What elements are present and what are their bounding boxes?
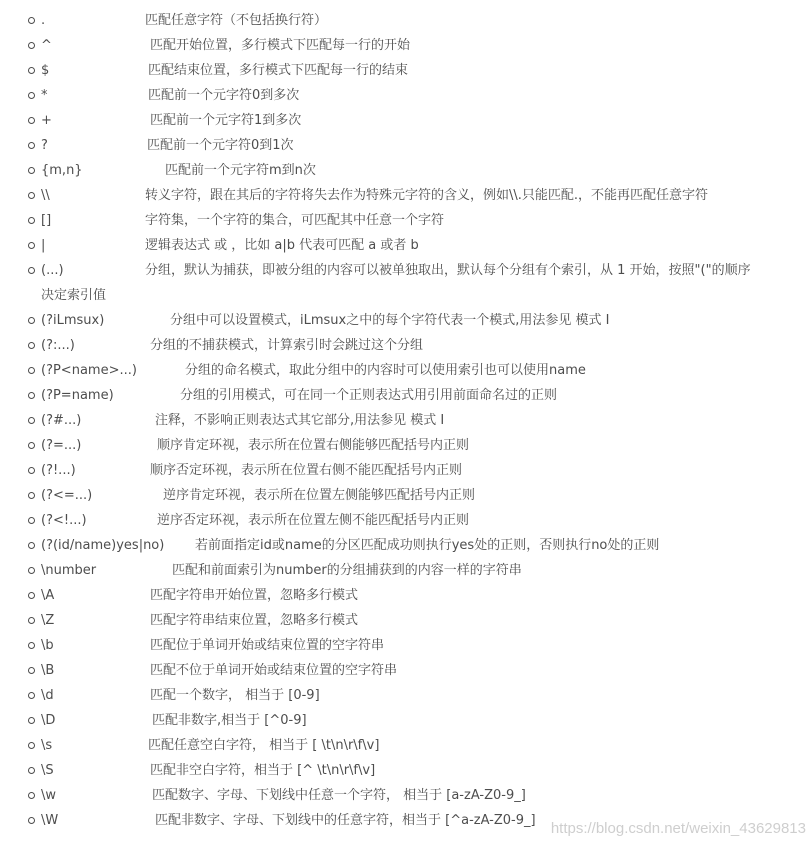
- regex-token: \d: [41, 688, 54, 703]
- bullet-icon: [28, 617, 35, 624]
- regex-description: 匹配非空白字符，相当于 [^ \t\n\r\f\v]: [150, 763, 376, 778]
- list-item: [0, 308, 812, 333]
- list-item: [0, 83, 812, 108]
- regex-description: 匹配字符串开始位置，忽略多行模式: [150, 588, 359, 603]
- bullet-icon: [28, 367, 35, 374]
- regex-token: (?iLmsux): [41, 313, 105, 328]
- list-item: [0, 233, 812, 258]
- regex-description: 匹配字符串结束位置，忽略多行模式: [150, 613, 359, 628]
- regex-description: 匹配非数字、字母、下划线中的任意字符，相当于 [^a-zA-Z0-9_]: [155, 813, 536, 828]
- bullet-icon: [28, 492, 35, 499]
- regex-token: \A: [41, 588, 55, 603]
- regex-description: 匹配任意字符（不包括换行符）: [145, 13, 328, 28]
- bullet-icon: [28, 42, 35, 49]
- bullet-icon: [28, 192, 35, 199]
- bullet-icon: [28, 317, 35, 324]
- regex-token: (?=...): [41, 438, 82, 453]
- bullet-icon: [28, 517, 35, 524]
- regex-description: 匹配开始位置，多行模式下匹配每一行的开始: [150, 38, 411, 53]
- regex-token: (?<=...): [41, 488, 93, 503]
- list-item: [0, 458, 812, 483]
- list-item: [0, 533, 812, 558]
- list-item: [0, 208, 812, 233]
- regex-token: []: [41, 213, 52, 228]
- bullet-icon: [28, 92, 35, 99]
- regex-description: 匹配结束位置，多行模式下匹配每一行的结束: [148, 63, 409, 78]
- bullet-icon: [28, 217, 35, 224]
- list-item: [0, 33, 812, 58]
- list-item: [0, 383, 812, 408]
- regex-syntax-list: [0, 8, 812, 833]
- regex-token: .: [41, 13, 46, 28]
- regex-description: 字符集，一个字符的集合，可匹配其中任意一个字符: [145, 213, 445, 228]
- list-item: [0, 258, 812, 308]
- bullet-icon: [28, 17, 35, 24]
- bullet-icon: [28, 242, 35, 249]
- regex-token: +: [41, 113, 52, 128]
- bullet-icon: [28, 342, 35, 349]
- regex-description: 匹配非数字,相当于 [^0-9]: [152, 713, 307, 728]
- regex-description: 逆序肯定环视，表示所在位置左侧能够匹配括号内正则: [163, 488, 476, 503]
- bullet-icon: [28, 467, 35, 474]
- list-item: [0, 733, 812, 758]
- regex-token: \\: [41, 188, 50, 203]
- regex-token: \s: [41, 738, 53, 753]
- regex-description: 匹配不位于单词开始或结束位置的空字符串: [150, 663, 398, 678]
- regex-token: (?<!...): [41, 513, 87, 528]
- regex-token: \w: [41, 788, 57, 803]
- watermark: https://blog.csdn.net/weixin_43629813: [550, 820, 806, 837]
- bullet-icon: [28, 417, 35, 424]
- regex-token: {m,n}: [41, 163, 83, 178]
- regex-token: ^: [41, 38, 52, 53]
- list-item: [0, 358, 812, 383]
- regex-description: 匹配前一个元字符m到n次: [165, 163, 316, 178]
- bullet-icon: [28, 142, 35, 149]
- bullet-icon: [28, 667, 35, 674]
- list-item: [0, 608, 812, 633]
- regex-token: (?#...): [41, 413, 82, 428]
- regex-description: 分组，默认为捕获，即被分组的内容可以被单独取出，默认每个分组有个索引，从 1 开始，按照"("的顺序: [145, 263, 751, 278]
- regex-description: 分组中可以设置模式，iLmsux之中的每个字符代表一个模式,用法参见 模式 I: [170, 313, 610, 328]
- regex-description: 若前面指定id或name的分区匹配成功则执行yes处的正则，否则执行no处的正则: [195, 538, 660, 553]
- list-item: [0, 158, 812, 183]
- list-item: [0, 683, 812, 708]
- regex-token: $: [41, 63, 50, 78]
- regex-description: 分组的不捕获模式，计算索引时会跳过这个分组: [150, 338, 424, 353]
- bullet-icon: [28, 792, 35, 799]
- regex-description: 匹配前一个元字符0到1次: [147, 138, 294, 153]
- bullet-icon: [28, 117, 35, 124]
- regex-token: \W: [41, 813, 59, 828]
- regex-token: (?(id/name)yes|no): [41, 538, 165, 553]
- bullet-icon: [28, 692, 35, 699]
- regex-token: (?:...): [41, 338, 75, 353]
- regex-token: |: [41, 238, 46, 253]
- regex-description: 分组的引用模式，可在同一个正则表达式用引用前面命名过的正则: [180, 388, 558, 403]
- regex-token: \D: [41, 713, 56, 728]
- regex-description-continued: 决定索引值: [41, 288, 107, 303]
- regex-token: *: [41, 88, 48, 103]
- list-item: [0, 583, 812, 608]
- regex-token: \Z: [41, 613, 55, 628]
- list-item: [0, 133, 812, 158]
- regex-description: 分组的命名模式，取此分组中的内容时可以使用索引也可以使用name: [185, 363, 586, 378]
- bullet-icon: [28, 67, 35, 74]
- regex-description: 顺序肯定环视，表示所在位置右侧能够匹配括号内正则: [157, 438, 470, 453]
- regex-token: (...): [41, 263, 64, 278]
- regex-token: \number: [41, 563, 97, 578]
- regex-token: \b: [41, 638, 54, 653]
- regex-token: (?P=name): [41, 388, 114, 403]
- list-item: [0, 408, 812, 433]
- list-item: [0, 633, 812, 658]
- regex-description: 注释，不影响正则表达式其它部分,用法参见 模式 I: [155, 413, 445, 428]
- list-item: [0, 658, 812, 683]
- bullet-icon: [28, 567, 35, 574]
- bullet-icon: [28, 642, 35, 649]
- regex-description: 匹配和前面索引为number的分组捕获到的内容一样的字符串: [172, 563, 522, 578]
- regex-description: 匹配任意空白字符， 相当于 [ \t\n\r\f\v]: [148, 738, 380, 753]
- regex-token: ?: [41, 138, 48, 153]
- list-item: [0, 58, 812, 83]
- list-item: [0, 483, 812, 508]
- regex-description: 匹配一个数字， 相当于 [0-9]: [150, 688, 320, 703]
- bullet-icon: [28, 767, 35, 774]
- list-item: [0, 183, 812, 208]
- bullet-icon: [28, 442, 35, 449]
- regex-description: 匹配位于单词开始或结束位置的空字符串: [150, 638, 385, 653]
- bullet-icon: [28, 817, 35, 824]
- bullet-icon: [28, 392, 35, 399]
- bullet-icon: [28, 717, 35, 724]
- list-item: [0, 758, 812, 783]
- regex-token: (?P<name>...): [41, 363, 137, 378]
- list-item: [0, 333, 812, 358]
- list-item: [0, 708, 812, 733]
- regex-token: (?!...): [41, 463, 76, 478]
- regex-token: \B: [41, 663, 55, 678]
- bullet-icon: [28, 267, 35, 274]
- list-item: [0, 558, 812, 583]
- bullet-icon: [28, 167, 35, 174]
- regex-description: 匹配前一个元字符1到多次: [150, 113, 302, 128]
- regex-description: 转义字符，跟在其后的字符将失去作为特殊元字符的含义，例如\\.只能匹配.，不能再匹配任意字符: [145, 188, 709, 203]
- regex-description: 顺序否定环视，表示所在位置右侧不能匹配括号内正则: [150, 463, 463, 478]
- list-item: [0, 433, 812, 458]
- regex-description: 匹配数字、字母、下划线中任意一个字符， 相当于 [a-zA-Z0-9_]: [152, 788, 526, 803]
- list-item: [0, 8, 812, 33]
- bullet-icon: [28, 542, 35, 549]
- regex-description: 逻辑表达式 或 ，比如 a|b 代表可匹配 a 或者 b: [145, 238, 419, 253]
- regex-description: 匹配前一个元字符0到多次: [148, 88, 300, 103]
- bullet-icon: [28, 592, 35, 599]
- list-item: [0, 783, 812, 808]
- bullet-icon: [28, 742, 35, 749]
- regex-description: 逆序否定环视，表示所在位置左侧不能匹配括号内正则: [157, 513, 470, 528]
- list-item: [0, 508, 812, 533]
- regex-token: \S: [41, 763, 54, 778]
- list-item: [0, 108, 812, 133]
